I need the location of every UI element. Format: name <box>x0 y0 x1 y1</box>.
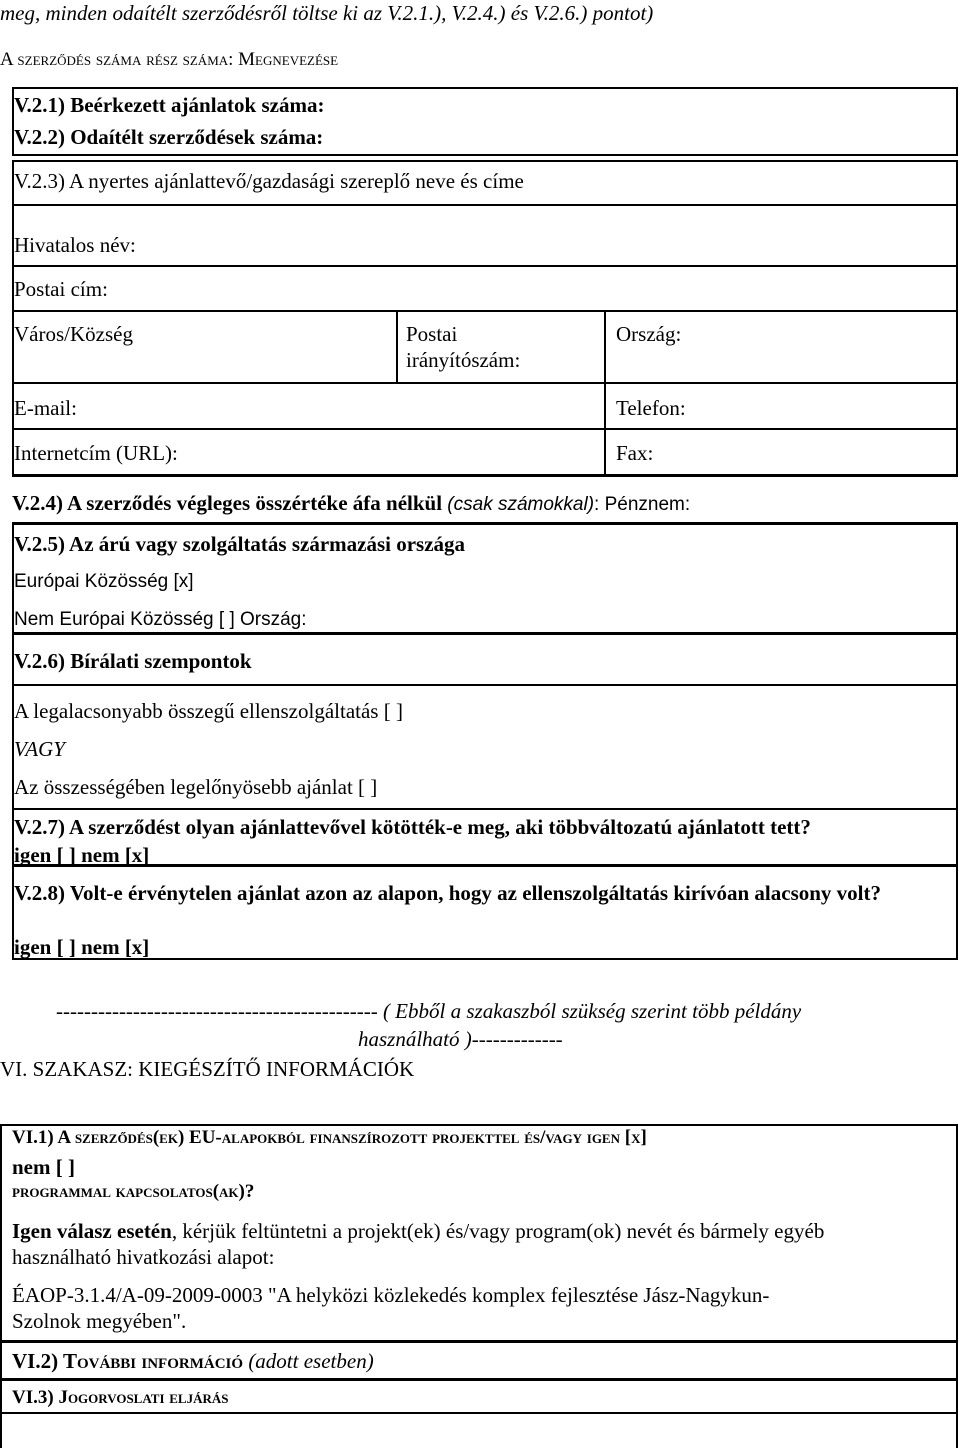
lowest-price-option: A legalacsonyabb összegű ellenszolgáltatás [ ] <box>14 699 403 723</box>
vi1-line1: VI.1) A szerződés(ek) EU-alapokból finanszírozott projekttel és/vagy igen [x] <box>12 1127 647 1148</box>
postcode-label: Postai irányítószám: <box>406 322 521 373</box>
v26-label: V.2.6) Bírálati szempontok <box>14 649 252 673</box>
project-line1: ÉAOP-3.1.4/A-09-2009-0003 "A helyközi közlekedés komplex fejlesztése Jász-Nagykun- <box>12 1283 770 1307</box>
section-vi-heading: VI. SZAKASZ: KIEGÉSZÍTŐ INFORMÁCIÓK <box>0 1057 415 1081</box>
v24-line <box>12 490 690 517</box>
contract-heading: A szerződés száma rész száma: Megnevezése <box>0 49 339 70</box>
v24-note: (csak számokkal) <box>447 494 595 515</box>
separator-dashes: ---------------------------------------------- <box>56 999 378 1023</box>
best-offer-option: Az összességében legelőnyösebb ajánlat [ ] <box>14 775 378 799</box>
igen-line2: használható hivatkozási alapot: <box>12 1245 275 1269</box>
eu-option: Európai Közösség [x] <box>14 571 194 592</box>
or-label: VAGY <box>14 737 65 761</box>
v27-answer: igen [ ] nem [x] <box>14 843 150 867</box>
vi2-note: (adott esetben) <box>248 1349 374 1373</box>
divider <box>12 474 958 477</box>
divider <box>0 1378 958 1381</box>
v28-label: V.2.8) Volt-e érvénytelen ajánlat azon az alapon, hogy az ellenszolgáltatás kirívóan alacsony volt? <box>14 881 881 905</box>
separator-note-2 <box>358 1026 563 1052</box>
v25-label: V.2.5) Az árú vagy szolgáltatás származási országa <box>14 532 466 556</box>
low-price-box <box>12 864 958 960</box>
v28-answer: igen [ ] nem [x] <box>14 935 150 959</box>
trailing-dashes: ------------- <box>471 1027 563 1051</box>
divider <box>12 204 958 206</box>
divider <box>0 1412 958 1414</box>
divider <box>604 310 606 476</box>
vi2-label: VI.2) További információ <box>12 1349 249 1373</box>
vi2-line <box>12 1348 374 1374</box>
divider <box>12 428 958 430</box>
phone-label: Telefon: <box>616 396 686 420</box>
divider <box>396 310 398 382</box>
divider <box>12 310 958 312</box>
separator-note <box>56 998 801 1024</box>
igen-label: Igen válasz esetén <box>12 1219 172 1243</box>
city-label: Város/Község <box>14 322 133 346</box>
non-eu-option: Nem Európai Közösség [ ] Ország: <box>14 609 307 630</box>
postal-address-label: Postai cím: <box>14 277 108 301</box>
v23-label: V.2.3) A nyertes ajánlattevő/gazdasági szereplő neve és címe <box>14 169 524 193</box>
igen-text: , kérjük feltüntetni a projekt(ek) és/vagy program(ok) nevét és bármely egyéb <box>171 1219 825 1243</box>
divider <box>12 265 958 267</box>
fax-label: Fax: <box>616 441 654 465</box>
intro-line: meg, minden odaítélt szerződésről töltse ki az V.2.1.), V.2.4.) és V.2.6.) pontot) <box>0 1 654 25</box>
official-name-label: Hivatalos név: <box>14 233 136 257</box>
country-label: Ország: <box>616 322 682 346</box>
vi1-line2: nem [ ] <box>12 1155 75 1179</box>
v27-label: V.2.7) A szerződést olyan ajánlattevővel kötötték-e meg, aki többváltozatú ajánlatott tett? <box>14 815 811 839</box>
url-label: Internetcím (URL): <box>14 441 178 465</box>
note-line2: használható ) <box>358 1027 472 1051</box>
divider <box>12 382 958 384</box>
v21-label: V.2.1) Beérkezett ajánlatok száma: <box>14 93 325 117</box>
vi1-line3: programmal kapcsolatos(ak)? <box>12 1181 255 1202</box>
divider <box>12 684 958 686</box>
v22-label: V.2.2) Odaítélt szerződések száma: <box>14 125 324 149</box>
vi3-label: VI.3) Jogorvoslati eljárás <box>12 1387 229 1408</box>
v24-label: V.2.4) A szerződés végleges összértéke áfa nélkül <box>12 491 448 515</box>
divider <box>0 1340 958 1343</box>
note-line1: ( Ebből a szakaszból szükség szerint több példány <box>382 999 802 1023</box>
email-label: E-mail: <box>14 396 77 420</box>
igen-line <box>12 1218 824 1244</box>
v24-currency: : Pénznem: <box>594 494 691 515</box>
project-line2: Szolnok megyében". <box>12 1309 187 1333</box>
